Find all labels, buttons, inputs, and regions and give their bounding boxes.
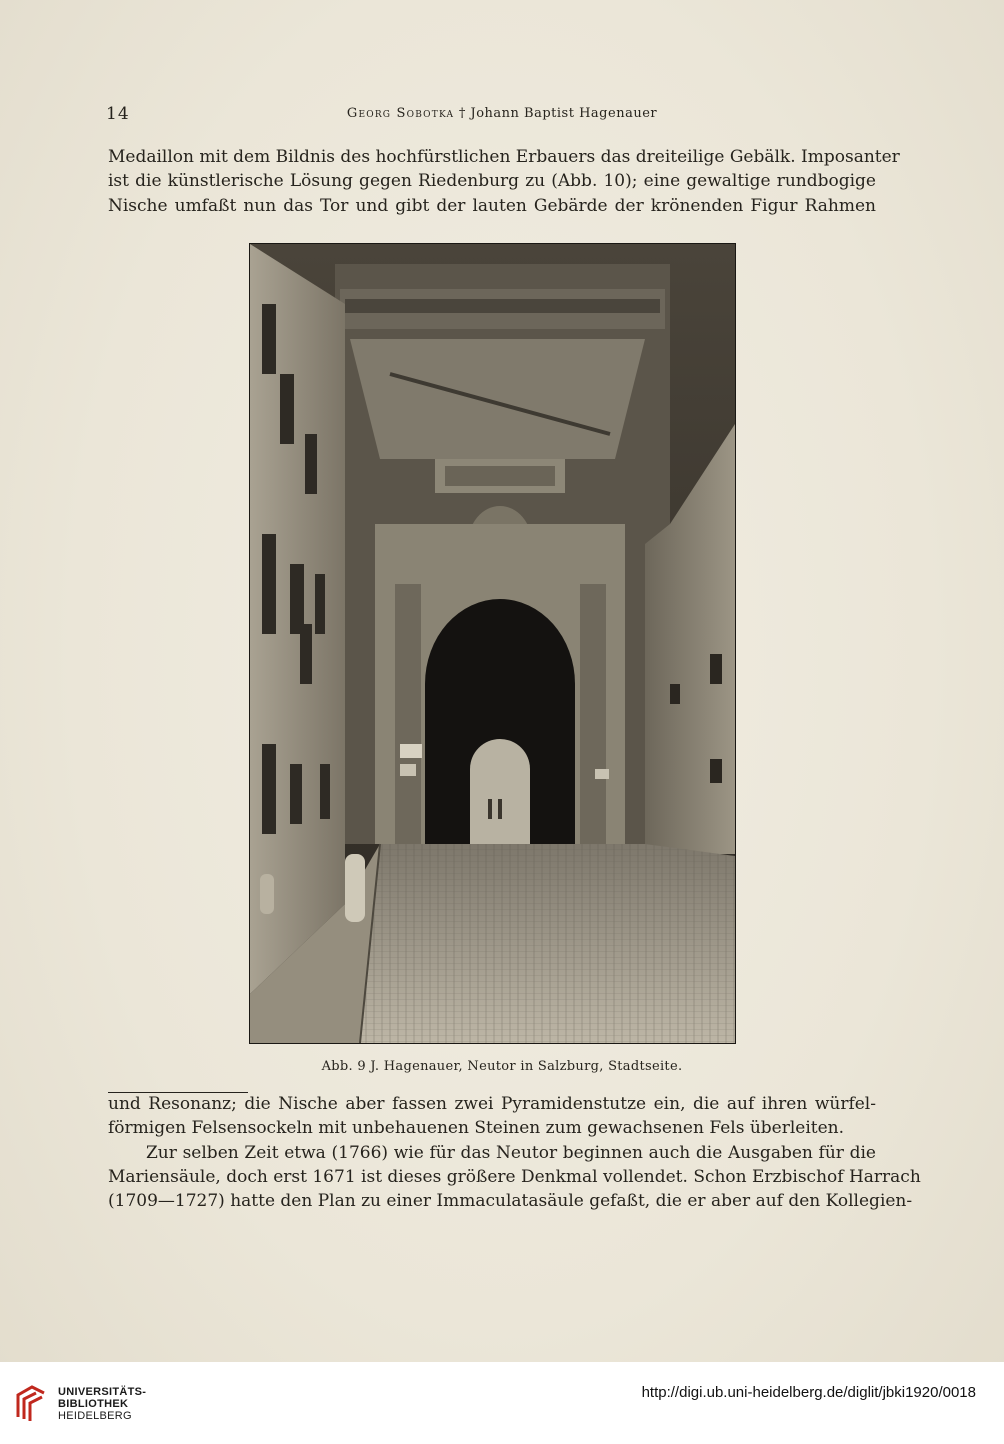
footer-bar <box>0 1362 1004 1444</box>
text-line: förmigen Felsensockeln mit unbehauenen Steinen zum gewachsenen Fels überleiten. <box>108 1118 845 1139</box>
neutor-photo-illustration <box>250 244 735 1043</box>
source-url-link[interactable]: http://digi.ub.uni-heidelberg.de/diglit/jbki1920/0018 <box>641 1384 976 1401</box>
page-number: 14 <box>106 104 130 124</box>
footnote-rule <box>108 1092 248 1093</box>
library-name-line3: HEIDELBERG <box>58 1410 132 1422</box>
text-line: ist die künstlerische Lösung gegen Riedenburg zu (Abb. 10); eine gewaltige rundbogige <box>108 171 876 192</box>
text-line: Medaillon mit dem Bildnis des hochfürstlichen Erbauers das dreiteilige Gebälk. Imposanter <box>108 147 900 167</box>
text-line: Mariensäule, doch erst 1671 ist dieses größere Denkmal vollendet. Schon Erzbischof Harrach <box>108 1166 921 1187</box>
figure-photograph-neutor <box>249 243 736 1044</box>
university-library-logo-icon <box>14 1383 48 1423</box>
running-head-title: Johann Baptist Hagenauer <box>470 106 658 121</box>
running-head <box>0 106 1004 121</box>
text-line: und Resonanz; die Nische aber fassen zwei Pyramidenstutze ein, die auf ihren würfel- <box>108 1094 876 1114</box>
library-name-line1: UNIVERSITÄTS- <box>58 1386 147 1398</box>
running-head-author: Georg Sobotka <box>346 106 455 121</box>
body-text-bottom <box>108 1092 921 1213</box>
dagger-mark: † <box>458 106 466 121</box>
library-name <box>58 1386 146 1422</box>
text-line: (1709—1727) hatte den Plan zu einer Immaculatasäule gefaßt, die er aber auf den Kollegien- <box>108 1191 913 1212</box>
body-text-top <box>108 145 900 218</box>
text-line: Zur selben Zeit etwa (1766) wie für das Neutor beginnen auch die Ausgaben für die <box>146 1142 876 1163</box>
library-name-line2: BIBLIOTHEK <box>58 1398 129 1410</box>
figure-caption: Abb. 9 J. Hagenauer, Neutor in Salzburg, Stadtseite. <box>321 1059 683 1074</box>
text-line: Nische umfaßt nun das Tor und gibt der lauten Gebärde der krönenden Figur Rahmen <box>108 195 876 216</box>
